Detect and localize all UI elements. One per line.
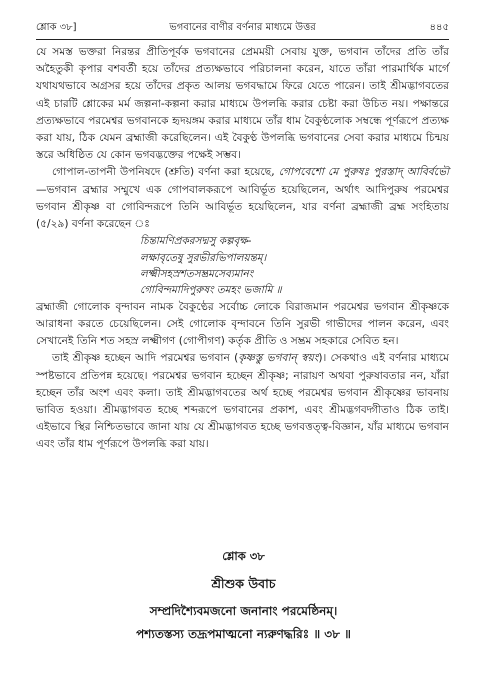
running-header [36, 20, 449, 36]
brahma-samhita-verse [140, 233, 449, 299]
page-number: ৪৪৫ [429, 22, 449, 33]
sanskrit-line-2: পশ্যতস্তস্য তদ্রূপমাত্মনো ন্যরুণদ্ধরিঃ ॥ ৩৮ ॥ [136, 627, 351, 641]
sloka-number-heading: শ্লোক ৩৮ [222, 549, 265, 563]
paragraph-2-text-b: —ভগবান ব্রহ্মার সম্মুখে এক গোপবালকরূপে আবির্ভূত হয়েছিলেন, অর্থাৎ আদিপুরুষ পরমেশ্বর ভগবান শ্রীকৃষ্ণ বা গোবিন্দরূপে তিনি আবির্ভূত হয়েছিলেন, যার বর্ণনা ব্রহ্মাজী ব্রহ্ম সংহিতায় (৫/২৯) বর্ণনা করেছেন ঃ [36, 183, 449, 231]
sloka-speaker: শ্রীশুক উবাচ [211, 576, 276, 591]
paragraph-4 [36, 350, 449, 453]
sanskrit-line-1: সম্প্রদিশ্যৈবমজনো জনানাং পরমেষ্ঠিনম্। [149, 604, 338, 618]
paragraph-4-quote: কৃষ্ণস্তু ভগবান্ স্বয়ং [238, 352, 319, 365]
paragraph-3: ব্রহ্মাজী গোলোক বৃন্দাবন নামক বৈকুণ্ঠের সর্বোচ্চ লোকে বিরাজমান পরমেশ্বর ভগবান শ্রীকৃষ্ণকে আরাধনা করতে চেয়েছিলেন। সেই গোলোক বৃন্দাবনে তিনি সুরভী গাভীদের পালন করেন, এবং সেখানেই তিনি শত সহস্র লক্ষ্মীগণ (গোপীগণ) কর্তৃক প্রীতি ও সম্ভ্রম সহকারে সেবিত হন। [36, 300, 449, 348]
verse-line-1: চিন্তামণিপ্রকরসদ্মসু কল্পবৃক্ষ- [140, 235, 252, 248]
verse-line-2: লক্ষাবৃতেষু সুরভীরভিপালয়ন্তম্। [140, 251, 267, 264]
paragraph-1: যে সমস্ত ভক্তরা নিরন্তর প্রীতিপূর্বক ভগবানের প্রেমময়ী সেবায় যুক্ত, ভগবান তাঁদের প্রতি তাঁর অহৈতুকী কৃপার বশবর্তী হয়ে তাঁদের প্রত্যক্ষভাবে পরিচালনা করেন, যাতে তাঁরা পারমার্থিক মার্গে যথাযথভাবে অগ্রসর হয়ে তাঁদের প্রকৃত আলয় ভগবদ্ধামে ফিরে যেতে পারেন। তাই শ্রীমদ্ভাগবতের এই চারটি শ্লোকের মর্ম জল্পনা-কল্পনা করার মাধ্যমে উপলব্ধি করার চেষ্টা করা উচিত নয়। পক্ষান্তরে প্রত্যক্ষভাবে পরমেশ্বর ভগবানকে হৃদয়ঙ্গম করার মাধ্যমে তাঁর ধাম বৈকুণ্ঠলোক সম্বন্ধে পূর্ণরূপে প্রত্যক্ষ করা যায়, ঠিক যেমন ব্রহ্মাজী করেছিলেন। এই বৈকুণ্ঠ উপলব্ধি ভগবানের সেবা করার মাধ্যমে চিন্ময় স্তরে অধিষ্ঠিত যে কোন ভগবদ্ভক্তের পক্ষেই সম্ভব। [36, 46, 449, 162]
header-chapter-title: ভগবানের বাণীর বর্ণনার মাধ্যমে উত্তর [169, 22, 316, 33]
paragraph-4-text-a: তাই শ্রীকৃষ্ণ হচ্ছেন আদি পরমেশ্বর ভগবান ( [52, 352, 239, 365]
header-verse-ref: শ্লোক ৩৮] [36, 22, 77, 33]
paragraph-4-text-b: )। সেকথাও এই বর্ণনার মাধ্যমে স্পষ্টভাবে প্রতিপন্ন হয়েছে। পরমেশ্বর ভগবান হচ্ছেন শ্রীকৃষ্ণ; নারায়ণ অথবা পুরুষাবতার নন, যাঁরা হচ্ছেন তাঁর অংশ এবং কলা। তাই শ্রীমদ্ভাগবতের অর্থ হচ্ছে পরমেশ্বর ভগবান শ্রীকৃষ্ণের ভাবনায় ভাবিত হওয়া। শ্রীমদ্ভাগবত হচ্ছে শব্দরূপে ভগবানের প্রকাশ, এবং শ্রীমদ্ভগবদ্গীতাও ঠিক তাই। এইভাবে স্থির নিশ্চিতভাবে জানা যায় যে শ্রীমদ্ভাগবত হচ্ছে ভগবত্তত্ত্ব-বিজ্ঞান, যাঁর মাধ্যমে ভগবান এবং তাঁর ধাম পূর্ণরূপে উপলব্ধি করা যায়। [36, 352, 450, 451]
header-rule [36, 39, 449, 40]
paragraph-2 [36, 164, 449, 233]
verse-line-4: গোবিন্দমাদিপুরুষং তমহং ভজামি ॥ [140, 284, 282, 297]
verse-line-3: লক্ষ্মীসহস্রশতসম্ভ্রমসেব্যমানং [140, 268, 254, 281]
paragraph-2-text-a: গোপাল-তাপনী উপনিষদে (শ্রুতি) বর্ণনা করা হয়েছে, [52, 166, 275, 179]
paragraph-2-quote: গোপবেশো মে পুরুষঃ পুরস্তাদ্ আবির্বভৌ [278, 166, 449, 179]
commentary-body [36, 44, 449, 454]
